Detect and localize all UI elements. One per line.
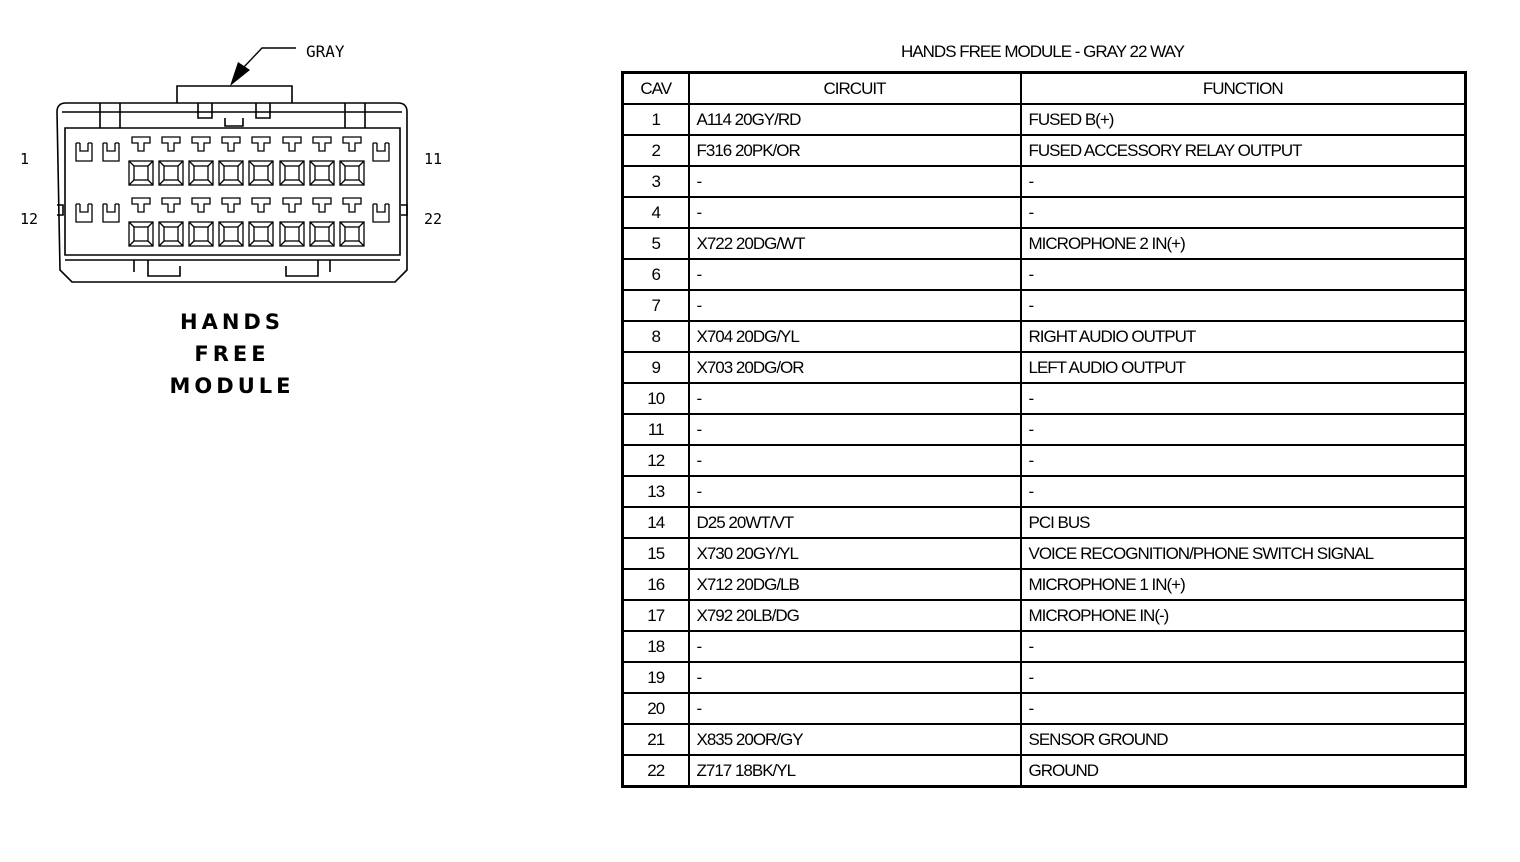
table-row: [623, 414, 1466, 445]
cav-cell: 3: [623, 166, 689, 197]
cav-cell: 18: [623, 631, 689, 662]
table-row: [623, 445, 1466, 476]
cav-cell: 5: [623, 228, 689, 259]
module-name-line: HANDS: [180, 310, 284, 334]
table-row: [623, 135, 1466, 166]
function-cell: -: [1021, 445, 1466, 476]
function-cell: -: [1021, 259, 1466, 290]
function-cell: -: [1021, 166, 1466, 197]
terminal-cavity: [192, 198, 210, 212]
circuit-cell: Z717 18BK/YL: [689, 755, 1021, 787]
function-cell: -: [1021, 476, 1466, 507]
terminal-cavity: [76, 143, 92, 161]
header-function: FUNCTION: [1021, 73, 1466, 105]
cav-cell: 8: [623, 321, 689, 352]
terminal-box-inner: [254, 227, 268, 241]
table-header-row: [623, 73, 1466, 105]
function-cell: -: [1021, 414, 1466, 445]
cav-cell: 22: [623, 755, 689, 787]
function-cell: -: [1021, 693, 1466, 724]
terminal-box-inner: [315, 166, 329, 180]
cav-cell: 19: [623, 662, 689, 693]
terminal-box-inner: [194, 166, 208, 180]
terminal-cavity: [283, 198, 301, 212]
table-row: [623, 724, 1466, 755]
cav-cell: 10: [623, 383, 689, 414]
terminal-box-inner: [194, 227, 208, 241]
table-title: HANDS FREE MODULE - GRAY 22 WAY: [901, 42, 1184, 61]
terminal-box-inner: [315, 227, 329, 241]
circuit-cell: -: [689, 259, 1021, 290]
terminal-cavity: [343, 198, 361, 212]
circuit-cell: X704 20DG/YL: [689, 321, 1021, 352]
table-row: [623, 755, 1466, 787]
cav-cell: 21: [623, 724, 689, 755]
terminal-cavity: [132, 137, 150, 151]
function-cell: VOICE RECOGNITION/PHONE SWITCH SIGNAL: [1021, 538, 1466, 569]
cav-cell: 13: [623, 476, 689, 507]
circuit-cell: -: [689, 197, 1021, 228]
table-row: [623, 383, 1466, 414]
lock-tab: [177, 86, 292, 103]
table-row: [623, 476, 1466, 507]
terminal-box-inner: [164, 227, 178, 241]
table-row: [623, 228, 1466, 259]
terminal-cavity: [252, 137, 270, 151]
table-row: [623, 166, 1466, 197]
cav-cell: 17: [623, 600, 689, 631]
circuit-cell: -: [689, 476, 1021, 507]
circuit-cell: -: [689, 383, 1021, 414]
function-cell: MICROPHONE IN(-): [1021, 600, 1466, 631]
header-circuit: CIRCUIT: [689, 73, 1021, 105]
terminal-box-inner: [164, 166, 178, 180]
table-row: [623, 662, 1466, 693]
table-row: [623, 507, 1466, 538]
terminal-cavity: [252, 198, 270, 212]
cav-cell: 12: [623, 445, 689, 476]
pinout-table: [621, 71, 1467, 788]
terminal-cavity: [76, 204, 92, 222]
function-cell: PCI BUS: [1021, 507, 1466, 538]
terminal-cavity: [222, 137, 240, 151]
circuit-cell: D25 20WT/VT: [689, 507, 1021, 538]
table-row: [623, 104, 1466, 135]
function-cell: -: [1021, 631, 1466, 662]
function-cell: -: [1021, 290, 1466, 321]
terminal-box-inner: [224, 166, 238, 180]
function-cell: LEFT AUDIO OUTPUT: [1021, 352, 1466, 383]
module-name-line: FREE: [194, 342, 270, 366]
function-cell: -: [1021, 383, 1466, 414]
circuit-cell: X835 20OR/GY: [689, 724, 1021, 755]
function-cell: -: [1021, 197, 1466, 228]
cav-cell: 6: [623, 259, 689, 290]
function-cell: RIGHT AUDIO OUTPUT: [1021, 321, 1466, 352]
terminal-box-inner: [285, 227, 299, 241]
function-cell: GROUND: [1021, 755, 1466, 787]
module-name-line: MODULE: [169, 374, 295, 398]
circuit-cell: -: [689, 166, 1021, 197]
terminal-box-inner: [345, 227, 359, 241]
circuit-cell: A114 20GY/RD: [689, 104, 1021, 135]
pin-label-bottom-left: 12: [20, 210, 39, 228]
cav-cell: 4: [623, 197, 689, 228]
terminal-cavity: [313, 137, 331, 151]
function-cell: SENSOR GROUND: [1021, 724, 1466, 755]
terminal-cavity: [313, 198, 331, 212]
header-cav: CAV: [623, 73, 689, 105]
table-row: [623, 693, 1466, 724]
circuit-cell: X712 20DG/LB: [689, 569, 1021, 600]
table-row: [623, 290, 1466, 321]
cav-cell: 11: [623, 414, 689, 445]
function-cell: FUSED ACCESSORY RELAY OUTPUT: [1021, 135, 1466, 166]
terminal-box-inner: [134, 227, 148, 241]
function-cell: MICROPHONE 2 IN(+): [1021, 228, 1466, 259]
terminal-cavity: [373, 204, 389, 222]
circuit-cell: -: [689, 631, 1021, 662]
cav-cell: 7: [623, 290, 689, 321]
pin-label-top-right: 11: [424, 150, 443, 168]
circuit-cell: -: [689, 445, 1021, 476]
table-row: [623, 321, 1466, 352]
circuit-cell: F316 20PK/OR: [689, 135, 1021, 166]
table-row: [623, 631, 1466, 662]
terminal-cavity: [162, 198, 180, 212]
cav-cell: 9: [623, 352, 689, 383]
terminal-box-inner: [345, 166, 359, 180]
circuit-cell: X792 20LB/DG: [689, 600, 1021, 631]
terminal-cavity: [103, 204, 119, 222]
terminal-cavity: [103, 143, 119, 161]
circuit-cell: -: [689, 290, 1021, 321]
terminal-box-inner: [134, 166, 148, 180]
circuit-cell: X703 20DG/OR: [689, 352, 1021, 383]
cav-cell: 16: [623, 569, 689, 600]
circuit-cell: -: [689, 662, 1021, 693]
circuit-cell: X722 20DG/WT: [689, 228, 1021, 259]
terminal-box-inner: [224, 227, 238, 241]
pin-label-bottom-right: 22: [424, 210, 443, 228]
cav-cell: 1: [623, 104, 689, 135]
circuit-cell: -: [689, 693, 1021, 724]
terminal-cavity: [373, 143, 389, 161]
pointer-arrow: [230, 62, 250, 86]
connector-color-label: GRAY: [306, 42, 345, 61]
table-row: [623, 538, 1466, 569]
terminal-cavity: [192, 137, 210, 151]
table-row: [623, 569, 1466, 600]
terminal-box-inner: [254, 166, 268, 180]
terminal-cavity: [283, 137, 301, 151]
table-row: [623, 600, 1466, 631]
circuit-cell: X730 20GY/YL: [689, 538, 1021, 569]
table-row: [623, 259, 1466, 290]
terminal-cavity: [222, 198, 240, 212]
table-row: [623, 197, 1466, 228]
cav-cell: 14: [623, 507, 689, 538]
function-cell: MICROPHONE 1 IN(+): [1021, 569, 1466, 600]
circuit-cell: -: [689, 414, 1021, 445]
table-row: [623, 352, 1466, 383]
terminal-cavity: [343, 137, 361, 151]
cav-cell: 20: [623, 693, 689, 724]
pin-label-top-left: 1: [20, 150, 30, 168]
terminal-cavity: [162, 137, 180, 151]
function-cell: FUSED B(+): [1021, 104, 1466, 135]
terminal-box-inner: [285, 166, 299, 180]
terminal-cavity: [132, 198, 150, 212]
cav-cell: 2: [623, 135, 689, 166]
function-cell: -: [1021, 662, 1466, 693]
cav-cell: 15: [623, 538, 689, 569]
module-name: [130, 306, 334, 402]
